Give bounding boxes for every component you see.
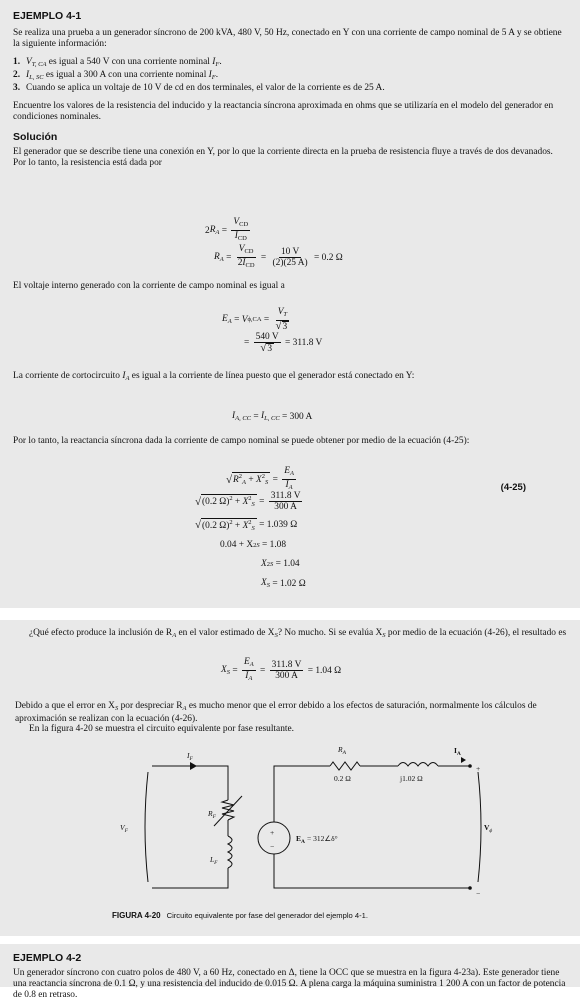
armature-resistor-ra xyxy=(330,762,360,770)
armature-inductor-xs xyxy=(398,763,438,767)
figure-caption: FIGURA 4-20 Circuito equivalente por fase del generador del ejemplo 4-1. xyxy=(112,911,368,920)
vphi-bracket xyxy=(478,772,481,882)
label-xs-value: j1.02 Ω xyxy=(400,774,423,783)
label-vphi: $V_\phi$ xyxy=(484,823,493,834)
solution-paragraph-4: Por lo tanto, la reactancia síncrona dada la corriente de campo nominal se puede obtener por medio de la ecuación (4-25): xyxy=(13,436,470,446)
armature-bottom-wire xyxy=(274,854,470,888)
list-item: 1. $V_{T, CA}$ es igual a 540 V con una corriente nominal $I_F$. xyxy=(13,57,222,68)
terminal-bottom xyxy=(468,886,472,890)
example-4-2-panel xyxy=(0,944,580,1000)
equation-ea: $E_A$ = V ϕ,CA = $\frac{V_T}{√3}$ xyxy=(222,307,288,332)
field-bottom-wire xyxy=(152,868,228,888)
label-vf: $V_F$ xyxy=(120,823,128,834)
example-intro: Se realiza una prueba a un generador síncrono de 200 kVA, 480 V, 50 Hz, conectado en Y con una corriente de campo nominal de 5 A y se obtiene la siguiente información: xyxy=(13,28,562,49)
equation-ia: $I_{A, CC}$ = $I_{L, CC}$ = 300 A xyxy=(232,411,313,422)
plus-terminal: + xyxy=(476,764,481,773)
armature-left-wire xyxy=(274,766,330,822)
ea-plus-sign: + xyxy=(270,828,275,837)
solution-paragraph-2: El voltaje interno generado con la corriente de campo nominal es igual a xyxy=(13,281,285,291)
label-ea: $E_A$ = 312∠δ° xyxy=(296,834,338,845)
equation-xs-step2: √ (0.2 $\Omega)^2 + X^2_S$ = 1.039 Ω xyxy=(195,519,298,533)
equation-4-26-result: $X_S$ = $\frac{E_A}{I_A}$ = $\frac{311.8 V}{300 A}$ = 1.04 Ω xyxy=(221,657,342,682)
example-title: EJEMPLO 4-2 xyxy=(13,952,82,964)
list-item: 3. Cuando se aplica un voltaje de 10 V de cd en dos terminales, el valor de la corriente es de 25 A. xyxy=(13,83,385,93)
vf-bracket xyxy=(145,772,148,882)
list-item: 2. $I_{L, SC}$ es igual a 300 A con una corriente nominal $I_F$. xyxy=(13,70,219,81)
equation-xs-step5: $X_S$ = 1.02 Ω xyxy=(261,578,306,589)
page-2-panel xyxy=(0,620,580,936)
equation-ra: $R_A$ = $\frac{V_{CD}}{2I_{CD}}$ = $\frac{10 V}{(2)(25 A)}$ = 0.2 Ω xyxy=(214,244,343,269)
data-list xyxy=(13,57,568,94)
label-ia: $I_A$ xyxy=(454,746,461,757)
equation-number: (4-25) xyxy=(500,482,526,493)
label-if: $I_F$ xyxy=(187,751,193,762)
equivalent-circuit-diagram xyxy=(0,738,580,913)
field-top-wire xyxy=(152,766,228,800)
solution-paragraph-3: La corriente de cortocircuito $I_A$ es igual a la corriente de línea puesto que el generador está conectado en Y: xyxy=(13,371,415,382)
label-ra: $R_A$ xyxy=(338,745,346,756)
equation-xs-step3: 0.04 + X 2 S = 1.08 xyxy=(220,540,287,550)
label-ra-value: 0.2 Ω xyxy=(334,774,351,783)
equation-4-25: √ $R^2_A + X^2_S$ = $\frac{E_A}{I_A}$ xyxy=(226,466,294,491)
minus-terminal: − xyxy=(476,889,481,898)
ia-arrow-icon xyxy=(447,757,466,763)
solution-heading: Solución xyxy=(13,131,58,143)
example-title: EJEMPLO 4-1 xyxy=(13,10,82,22)
label-rf: $R_F$ xyxy=(208,809,216,820)
question-text: Encuentre los valores de la resistencia del inducido y la reactancia síncrona aproximada en ohms que se utilizaría en el modelo del generador en condiciones nominales. xyxy=(13,101,554,122)
page2-paragraph-3: En la figura 4-20 se muestra el circuito equivalente por fase resultante. xyxy=(29,724,294,734)
equation-2ra: 2 $R_A$ = $\frac{V_{CD}}{I_{CD}}$ xyxy=(205,217,249,242)
example-4-2-text: Un generador síncrono con cuatro polos de 480 V, a 60 Hz, conectado en Δ, tiene la OCC que se muestra en la figura 4-23a). Este generador tiene una reactancia síncrona de 0.1 Ω, y una resistencia del inducido de 0.015 Ω. A plena carga la máquina suministra 1 200 A con un factor de potencia de 0.8 en retraso. xyxy=(13,968,566,1000)
if-arrow-icon xyxy=(190,762,197,770)
page2-paragraph-2: Debido a que el error en $X_S$ por despreciar $R_A$ es mucho menor que el error debido a los efectos de saturación, normalmente los cálculos de aproximación se realizan con la ecuación (4-26). xyxy=(15,701,537,724)
field-resistor-rf xyxy=(222,800,234,820)
equation-xs-step1: √ (0.2 $\Omega)^2 + X^2_S$ = $\frac{311.8 V}{300 A}$ xyxy=(195,491,301,512)
equation-ea-value: = $\frac{540 V}{√3}$ = 311.8 V xyxy=(244,332,323,354)
label-lf: $L_F$ xyxy=(210,855,218,866)
field-inductor-lf xyxy=(228,836,232,868)
ea-minus-sign: − xyxy=(270,842,275,851)
terminal-top xyxy=(468,764,472,768)
page2-paragraph-1: ¿Qué efecto produce la inclusión de $R_A$ en el valor estimado de $X_S$? No mucho. Si se evalúa $X_S$ por medio de la ecuación (4-26), el resultado es xyxy=(29,628,567,639)
equation-xs-step4: X 2 S = 1.04 xyxy=(261,559,300,569)
solution-paragraph-1: El generador que se describe tiene una conexión en Y, por lo que la corriente directa en la prueba de resistencia fluye a través de dos devanados. Por lo tanto, la resistencia está dada por xyxy=(13,147,553,168)
